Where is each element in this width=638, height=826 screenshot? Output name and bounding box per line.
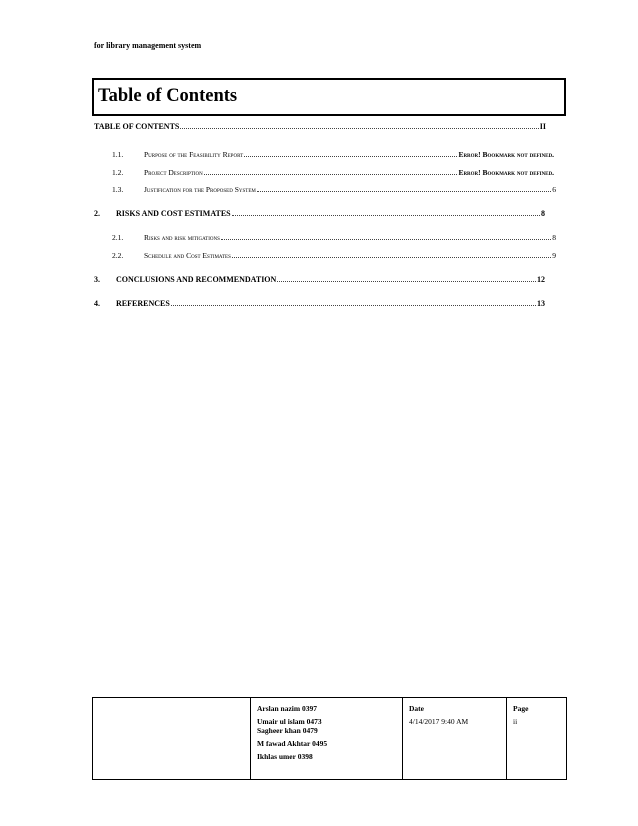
toc-entry-number: 2. xyxy=(94,209,100,218)
toc-entry-2[interactable] xyxy=(94,209,545,218)
author-name: Arslan nazim 0397 xyxy=(257,704,317,713)
author-name: M fawad Akhtar 0495 xyxy=(257,739,328,748)
toc-entry-text: Justification for the Proposed System xyxy=(144,185,256,194)
toc-leader-dots xyxy=(277,280,536,282)
toc-entry-1-3[interactable] xyxy=(112,185,556,194)
toc-entry-1-1[interactable] xyxy=(112,150,554,159)
toc-entry-page: 6 xyxy=(552,185,556,194)
toc-title-box xyxy=(92,78,566,116)
toc-entry-text: CONCLUSIONS AND RECOMMENDATION xyxy=(116,275,277,284)
toc-entry-page: 13 xyxy=(537,299,545,308)
toc-entry-3[interactable] xyxy=(94,275,545,284)
toc-entry-text: Project Description xyxy=(144,168,203,177)
toc-leader-dots xyxy=(221,238,551,240)
toc-entry-table-of-contents[interactable] xyxy=(94,122,546,131)
toc-entry-2-1[interactable] xyxy=(112,233,556,242)
footer-authors-cell xyxy=(251,698,403,780)
toc-leader-dots xyxy=(232,256,551,258)
toc-entry-text: Purpose of the Feasibility Report xyxy=(144,150,244,159)
toc-entry-page: 8 xyxy=(552,233,556,242)
toc-entry-4[interactable] xyxy=(94,299,545,308)
toc-entry-page: 8 xyxy=(541,209,545,218)
toc-leader-dots xyxy=(232,214,540,216)
toc-leader-dots xyxy=(257,190,551,192)
toc-entry-number: 1.2. xyxy=(112,168,124,177)
page-label: Page xyxy=(513,704,529,713)
date-label: Date xyxy=(409,704,424,713)
toc-entry-1-2[interactable] xyxy=(112,168,554,177)
toc-title: Table of Contents xyxy=(98,86,238,106)
toc-entry-page: II xyxy=(539,122,546,131)
running-header: for library management system xyxy=(94,41,202,50)
toc-entry-text: TABLE OF CONTENTS xyxy=(94,122,180,131)
toc-entry-text: REFERENCES xyxy=(116,299,170,308)
toc-entry-number: 1.3. xyxy=(112,185,124,194)
toc-entry-page: Error! Bookmark not defined. xyxy=(458,150,554,159)
date-value: 4/14/2017 9:40 AM xyxy=(409,717,469,726)
toc-entry-2-2[interactable] xyxy=(112,251,556,260)
toc-entry-page: 9 xyxy=(552,251,556,260)
toc-leader-dots xyxy=(180,127,538,129)
toc-entry-number: 1.1. xyxy=(112,150,124,159)
toc-leader-dots xyxy=(244,155,457,157)
toc-leader-dots xyxy=(171,304,536,306)
toc-entry-number: 3. xyxy=(94,275,100,284)
toc-entry-number: 2.1. xyxy=(112,233,124,242)
author-name: Sagheer khan 0479 xyxy=(257,726,318,735)
toc-entry-number: 2.2. xyxy=(112,251,124,260)
toc-entry-text: RISKS AND COST ESTIMATES xyxy=(116,209,231,218)
footer-page-cell xyxy=(507,698,567,780)
toc-entry-page: 12 xyxy=(537,275,545,284)
toc-leader-dots xyxy=(204,173,458,175)
toc-entry-number: 4. xyxy=(94,299,100,308)
author-name: Ikhlas umer 0398 xyxy=(257,752,313,761)
page-value: ii xyxy=(513,717,518,726)
footer-table xyxy=(92,697,567,780)
toc-entry-text: Schedule and Cost Estimates xyxy=(144,251,231,260)
toc-entry-page: Error! Bookmark not defined. xyxy=(458,168,554,177)
toc-entry-text: Risks and risk mitigations xyxy=(144,233,220,242)
footer-date-cell xyxy=(403,698,507,780)
author-name: Umair ul islam 0473 xyxy=(257,717,322,726)
footer-empty-cell xyxy=(93,698,251,780)
